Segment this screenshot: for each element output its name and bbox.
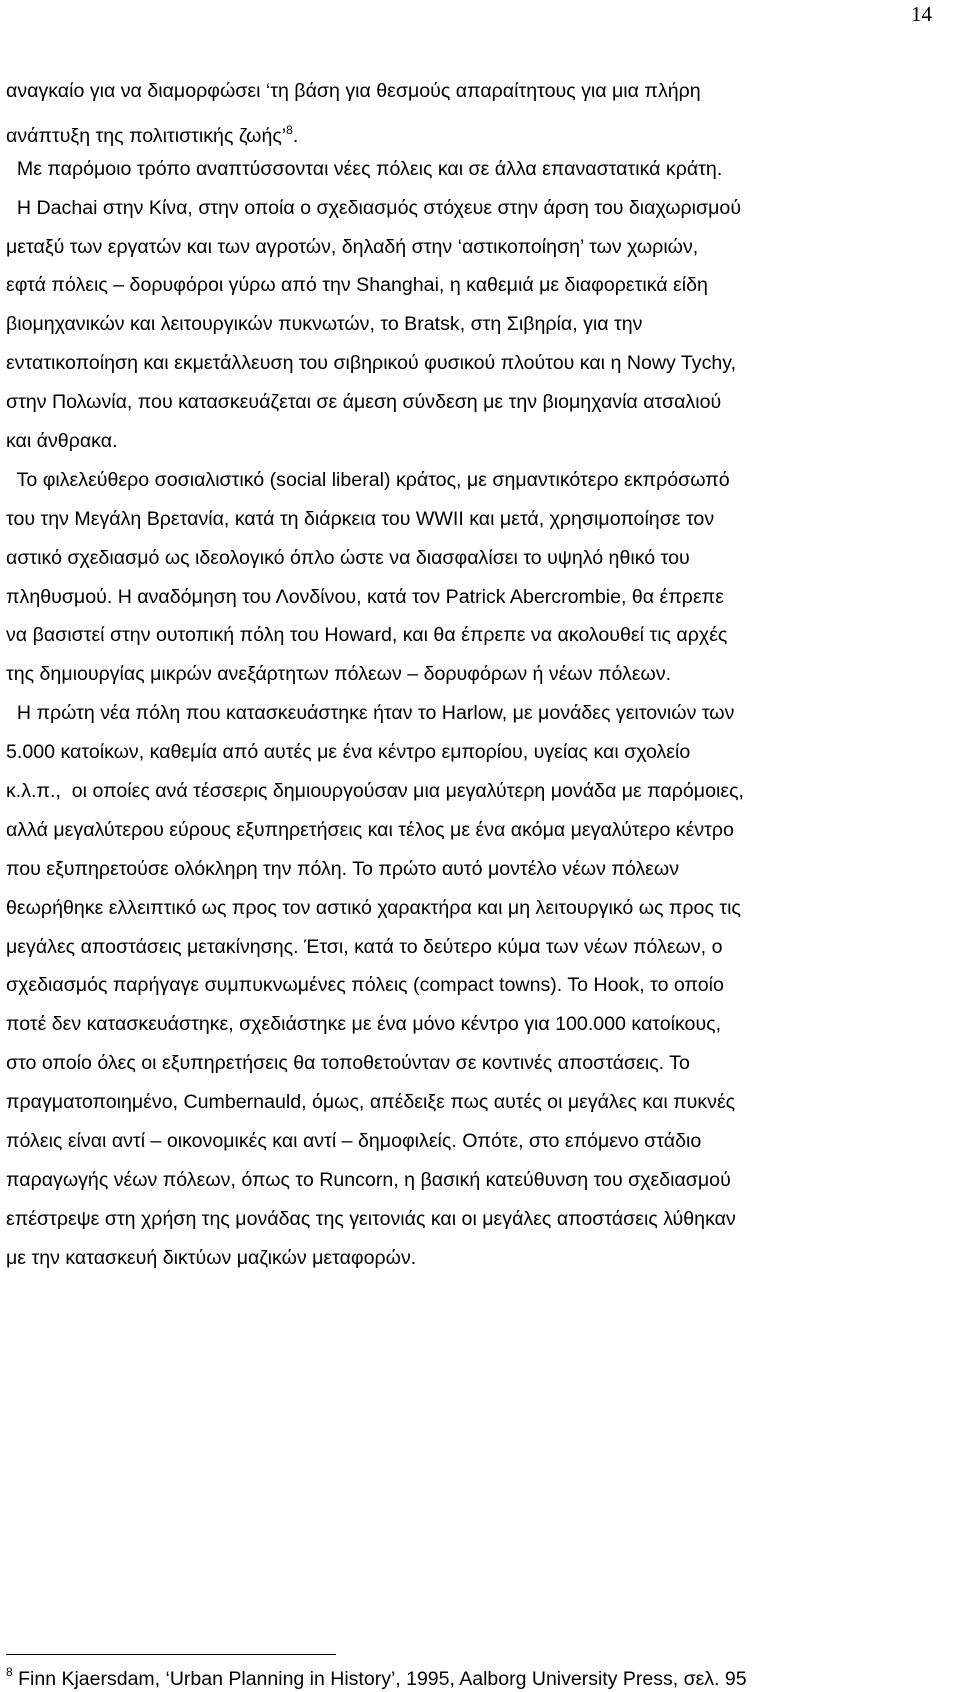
text-line: Η Dachai στην Κίνα, στην οποία ο σχεδιασμός στόχευε στην άρση του διαχωρισμού: [6, 196, 742, 219]
text-line: της δημιουργίας μικρών ανεξάρτητων πόλεων – δορυφόρων ή νέων πόλεων.: [6, 663, 672, 686]
text-line: μεγάλες αποστάσεις μετακίνησης. Έτσι, κατά το δεύτερο κύμα των νέων πόλεων, ο: [6, 935, 723, 958]
text-line: Με παρόμοιο τρόπο αναπτύσσονται νέες πόλεις και σε άλλα επαναστατικά κράτη.: [6, 157, 723, 180]
text-line: Η πρώτη νέα πόλη που κατασκευάστηκε ήταν το Harlow, με μονάδες γειτονιών των: [6, 702, 735, 725]
text-line: βιομηχανικών και λειτουργικών πυκνωτών, το Bratsk, στη Σιβηρία, για την: [6, 313, 643, 336]
text-line: Το φιλελεύθερο σοσιαλιστικό (social liberal) κράτος, με σημαντικότερο εκπρόσωπό: [6, 468, 730, 491]
text-line: με την κατασκευή δικτύων μαζικών μεταφορών.: [6, 1246, 417, 1269]
text-line: αστικό σχεδιασμό ως ιδεολογικό όπλο ώστε να διασφαλίσει το υψηλό ηθικό του: [6, 546, 690, 569]
text-line: θεωρήθηκε ελλειπτικό ως προς τον αστικό χαρακτήρα και μη λειτουργικό ως προς τις: [6, 896, 741, 919]
text-line: εντατικοποίηση και εκμετάλλευση του σιβηρικού φυσικού πλούτου και η Nowy Tychy,: [6, 352, 737, 375]
footnote-marker: 8: [6, 1665, 13, 1679]
text-line: κ.λ.π., οι οποίες ανά τέσσερις δημιουργούσαν μια μεγαλύτερη μονάδα με παρόμοιες,: [6, 780, 744, 803]
text-line: εφτά πόλεις – δορυφόροι γύρω από την Shanghai, η καθεμιά με διαφορετικά είδη: [6, 274, 708, 297]
text-span: ανάπτυξη της πολιτιστικής ζωής’: [6, 124, 287, 147]
footnote-separator: [6, 1654, 336, 1655]
text-line: παραγωγής νέων πόλεων, όπως το Runcorn, η βασική κατεύθυνση του σχεδιασμού: [6, 1168, 731, 1191]
body-text: [6, 72, 950, 1278]
text-line: πραγματοποιημένο, Cumbernauld, όμως, απέδειξε πως αυτές οι μεγάλες και πυκνές: [6, 1091, 736, 1114]
text-span: .: [292, 124, 299, 147]
text-line: να βασιστεί στην ουτοπική πόλη του Howard, και θα έπρεπε να ακολουθεί τις αρχές: [6, 624, 728, 647]
footnote-reference[interactable]: 8: [286, 122, 293, 137]
footnote-text: Finn Kjaersdam, ‘Urban Planning in History’, 1995, Aalborg University Press, σελ. 95: [12, 1668, 747, 1690]
text-line: αλλά μεγαλύτερου εύρους εξυπηρετήσεις και τέλος με ένα ακόμα μεγαλύτερο κέντρο: [6, 818, 734, 841]
text-line: σχεδιασμός παρήγαγε συμπυκνωμένες πόλεις (compact towns). Το Hook, το οποίο: [6, 974, 724, 997]
text-line-with-footnote-ref: [6, 111, 950, 150]
text-line: στο οποίο όλες οι εξυπηρετήσεις θα τοποθετούνταν σε κοντινές αποστάσεις. Το: [6, 1052, 690, 1075]
text-line: στην Πολωνία, που κατασκευάζεται σε άμεση σύνδεση με την βιομηχανία ατσαλιού: [6, 391, 722, 414]
page-number: 14: [911, 2, 932, 26]
text-line: 5.000 κατοίκων, καθεμία από αυτές με ένα κέντρο εμπορίου, υγείας και σχολείο: [6, 741, 691, 764]
text-line: που εξυπηρετούσε ολόκληρη την πόλη. Το πρώτο αυτό μοντέλο νέων πόλεων: [6, 857, 680, 880]
text-line: του την Μεγάλη Βρετανία, κατά τη διάρκεια του WWII και μετά, χρησιμοποίησε τον: [6, 507, 715, 530]
text-line: αναγκαίο για να διαμορφώσει ‘τη βάση για θεσμούς απαραίτητους για μια πλήρη: [6, 80, 701, 102]
text-line: και άνθρακα.: [6, 430, 118, 453]
text-line: πληθυσμού. Η αναδόμηση του Λονδίνου, κατά τον Patrick Abercrombie, θα έπρεπε: [6, 585, 724, 608]
text-line: πόλεις είναι αντί – οικονομικές και αντί – δημοφιλείς. Οπότε, στο επόμενο στάδιο: [6, 1130, 702, 1153]
text-line: επέστρεψε στη χρήση της μονάδας της γειτονιάς και οι μεγάλες αποστάσεις λύθηκαν: [6, 1207, 736, 1230]
text-line: ποτέ δεν κατασκευάστηκε, σχεδιάστηκε με ένα μόνο κέντρο για 100.000 κατοίκους,: [6, 1013, 722, 1036]
footnote: [6, 1659, 747, 1692]
text-line: μεταξύ των εργατών και των αγροτών, δηλαδή στην ‘αστικοποίηση’ των χωριών,: [6, 235, 699, 258]
